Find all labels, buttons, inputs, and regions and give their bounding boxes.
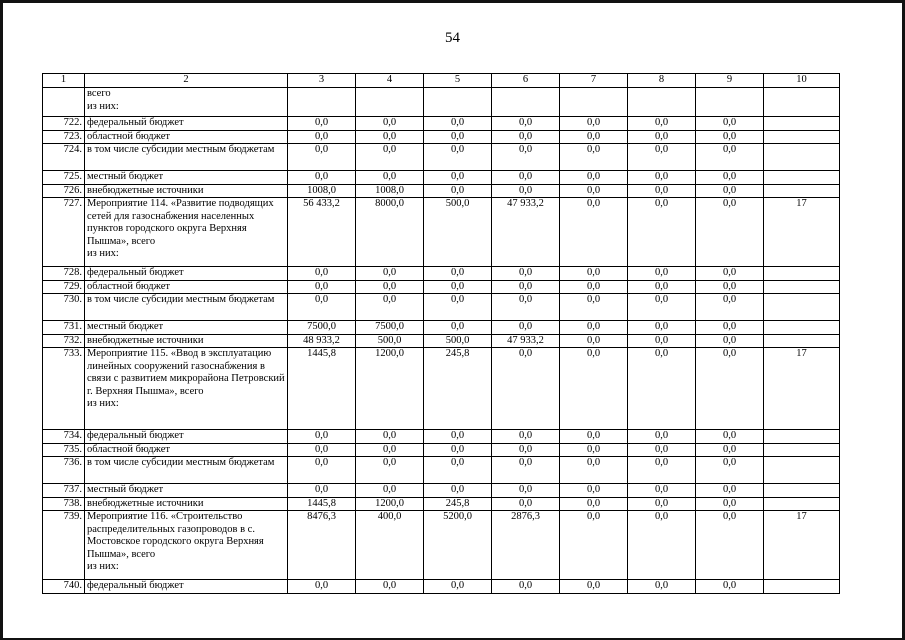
target-index-cell: 17 <box>764 348 840 430</box>
budget-table <box>42 73 840 594</box>
amount-cell: 0,0 <box>628 294 696 321</box>
target-index-cell <box>764 457 840 484</box>
amount-cell: 0,0 <box>696 457 764 484</box>
amount-cell: 0,0 <box>288 457 356 484</box>
row-number-cell: 735. <box>43 443 85 457</box>
row-name-cell: всего из них: <box>85 88 288 117</box>
target-index-cell <box>764 280 840 294</box>
row-number-cell: 726. <box>43 184 85 198</box>
amount-cell: 7500,0 <box>356 321 424 335</box>
amount-cell: 0,0 <box>696 321 764 335</box>
table-row <box>43 198 840 267</box>
target-index-cell <box>764 294 840 321</box>
amount-cell: 0,0 <box>628 484 696 498</box>
target-index-cell <box>764 430 840 444</box>
amount-cell: 0,0 <box>288 144 356 171</box>
amount-cell: 0,0 <box>288 267 356 281</box>
header-cell: 8 <box>628 74 696 88</box>
amount-cell: 0,0 <box>628 280 696 294</box>
amount-cell: 0,0 <box>560 267 628 281</box>
amount-cell: 0,0 <box>492 580 560 594</box>
amount-cell: 0,0 <box>492 144 560 171</box>
amount-cell: 0,0 <box>560 321 628 335</box>
header-row <box>43 74 840 88</box>
amount-cell <box>492 88 560 117</box>
table-row <box>43 457 840 484</box>
header-cell: 7 <box>560 74 628 88</box>
amount-cell: 48 933,2 <box>288 334 356 348</box>
amount-cell: 0,0 <box>424 280 492 294</box>
header-cell: 2 <box>85 74 288 88</box>
row-name-cell: местный бюджет <box>85 484 288 498</box>
row-name-cell: областной бюджет <box>85 280 288 294</box>
amount-cell: 0,0 <box>560 130 628 144</box>
amount-cell: 0,0 <box>288 443 356 457</box>
header-cell: 6 <box>492 74 560 88</box>
amount-cell: 0,0 <box>628 171 696 185</box>
amount-cell: 0,0 <box>628 267 696 281</box>
amount-cell: 0,0 <box>288 484 356 498</box>
amount-cell: 0,0 <box>492 171 560 185</box>
amount-cell: 0,0 <box>424 130 492 144</box>
row-number-cell: 727. <box>43 198 85 267</box>
table-row <box>43 348 840 430</box>
table-row <box>43 280 840 294</box>
amount-cell: 0,0 <box>628 144 696 171</box>
amount-cell: 0,0 <box>356 171 424 185</box>
row-name-cell: Мероприятие 116. «Строительство распределительных газопроводов в с. Мостовское городского округа Верхняя Пышма», всего из них: <box>85 511 288 580</box>
table-row <box>43 484 840 498</box>
amount-cell: 0,0 <box>288 430 356 444</box>
amount-cell: 1445,8 <box>288 497 356 511</box>
amount-cell: 0,0 <box>356 130 424 144</box>
amount-cell: 8476,3 <box>288 511 356 580</box>
amount-cell: 0,0 <box>492 117 560 131</box>
amount-cell: 0,0 <box>560 198 628 267</box>
amount-cell: 0,0 <box>492 443 560 457</box>
header-cell: 4 <box>356 74 424 88</box>
row-name-cell: в том числе субсидии местным бюджетам <box>85 144 288 171</box>
amount-cell <box>560 88 628 117</box>
amount-cell: 0,0 <box>424 484 492 498</box>
amount-cell: 0,0 <box>288 280 356 294</box>
amount-cell: 0,0 <box>560 334 628 348</box>
page-top-edge <box>0 0 905 3</box>
target-index-cell: 17 <box>764 198 840 267</box>
amount-cell <box>696 88 764 117</box>
amount-cell: 1445,8 <box>288 348 356 430</box>
amount-cell: 0,0 <box>288 294 356 321</box>
row-name-cell: внебюджетные источники <box>85 184 288 198</box>
row-number-cell: 737. <box>43 484 85 498</box>
amount-cell: 0,0 <box>492 130 560 144</box>
target-index-cell <box>764 144 840 171</box>
amount-cell: 0,0 <box>356 144 424 171</box>
target-index-cell: 17 <box>764 511 840 580</box>
row-name-cell: в том числе субсидии местным бюджетам <box>85 294 288 321</box>
amount-cell: 500,0 <box>424 334 492 348</box>
table-row <box>43 511 840 580</box>
amount-cell <box>424 88 492 117</box>
target-index-cell <box>764 130 840 144</box>
amount-cell: 0,0 <box>288 130 356 144</box>
amount-cell: 0,0 <box>560 457 628 484</box>
amount-cell: 0,0 <box>424 430 492 444</box>
table-row <box>43 184 840 198</box>
header-cell: 10 <box>764 74 840 88</box>
amount-cell: 0,0 <box>424 144 492 171</box>
page-number: 54 <box>445 30 460 46</box>
amount-cell: 0,0 <box>492 321 560 335</box>
amount-cell: 0,0 <box>628 334 696 348</box>
amount-cell: 0,0 <box>492 484 560 498</box>
row-number-cell: 722. <box>43 117 85 131</box>
amount-cell: 0,0 <box>696 348 764 430</box>
row-number-cell <box>43 88 85 117</box>
amount-cell: 0,0 <box>628 497 696 511</box>
amount-cell: 0,0 <box>628 198 696 267</box>
amount-cell: 0,0 <box>696 443 764 457</box>
amount-cell: 47 933,2 <box>492 334 560 348</box>
amount-cell: 0,0 <box>492 184 560 198</box>
amount-cell: 0,0 <box>628 457 696 484</box>
amount-cell: 0,0 <box>424 267 492 281</box>
amount-cell: 0,0 <box>492 430 560 444</box>
amount-cell: 0,0 <box>560 171 628 185</box>
row-name-cell: внебюджетные источники <box>85 497 288 511</box>
row-number-cell: 739. <box>43 511 85 580</box>
row-name-cell: местный бюджет <box>85 171 288 185</box>
table-body <box>43 88 840 594</box>
amount-cell: 0,0 <box>696 198 764 267</box>
table-row <box>43 144 840 171</box>
row-name-cell: Мероприятие 115. «Ввод в эксплуатацию линейных сооружений газоснабжения в связи с развитием микрорайона Петровский г. Верхняя Пышма», всего из них: <box>85 348 288 430</box>
amount-cell: 0,0 <box>288 580 356 594</box>
row-name-cell: федеральный бюджет <box>85 117 288 131</box>
amount-cell: 0,0 <box>696 184 764 198</box>
row-name-cell: федеральный бюджет <box>85 267 288 281</box>
amount-cell: 0,0 <box>424 580 492 594</box>
header-cell: 3 <box>288 74 356 88</box>
amount-cell: 0,0 <box>356 430 424 444</box>
amount-cell: 0,0 <box>424 321 492 335</box>
header-cell: 1 <box>43 74 85 88</box>
amount-cell: 0,0 <box>288 117 356 131</box>
header-cell: 5 <box>424 74 492 88</box>
amount-cell: 0,0 <box>628 117 696 131</box>
amount-cell: 1008,0 <box>356 184 424 198</box>
amount-cell: 0,0 <box>696 280 764 294</box>
target-index-cell <box>764 88 840 117</box>
amount-cell: 0,0 <box>628 348 696 430</box>
table-row <box>43 88 840 117</box>
header-cell: 9 <box>696 74 764 88</box>
amount-cell: 0,0 <box>492 267 560 281</box>
amount-cell: 0,0 <box>628 443 696 457</box>
amount-cell: 0,0 <box>560 580 628 594</box>
amount-cell: 0,0 <box>356 117 424 131</box>
amount-cell: 0,0 <box>560 184 628 198</box>
amount-cell: 500,0 <box>424 198 492 267</box>
amount-cell: 0,0 <box>560 511 628 580</box>
row-name-cell: Мероприятие 114. «Развитие подводящих сетей для газоснабжения населенных пунктов городского округа Верхняя Пышма», всего из них: <box>85 198 288 267</box>
row-number-cell: 734. <box>43 430 85 444</box>
amount-cell: 1200,0 <box>356 497 424 511</box>
table-row <box>43 443 840 457</box>
amount-cell: 0,0 <box>492 348 560 430</box>
target-index-cell <box>764 184 840 198</box>
amount-cell: 0,0 <box>560 294 628 321</box>
amount-cell: 0,0 <box>560 443 628 457</box>
row-name-cell: федеральный бюджет <box>85 580 288 594</box>
amount-cell: 0,0 <box>696 334 764 348</box>
table-row <box>43 267 840 281</box>
row-name-cell: областной бюджет <box>85 443 288 457</box>
amount-cell: 0,0 <box>424 117 492 131</box>
row-number-cell: 733. <box>43 348 85 430</box>
table-row <box>43 117 840 131</box>
target-index-cell <box>764 334 840 348</box>
row-number-cell: 730. <box>43 294 85 321</box>
amount-cell: 0,0 <box>628 184 696 198</box>
amount-cell: 0,0 <box>696 430 764 444</box>
amount-cell <box>628 88 696 117</box>
amount-cell: 0,0 <box>424 184 492 198</box>
row-number-cell: 729. <box>43 280 85 294</box>
amount-cell <box>356 88 424 117</box>
amount-cell: 245,8 <box>424 497 492 511</box>
target-index-cell <box>764 117 840 131</box>
target-index-cell <box>764 580 840 594</box>
amount-cell: 400,0 <box>356 511 424 580</box>
row-name-cell: в том числе субсидии местным бюджетам <box>85 457 288 484</box>
amount-cell: 245,8 <box>424 348 492 430</box>
row-number-cell: 738. <box>43 497 85 511</box>
row-number-cell: 723. <box>43 130 85 144</box>
amount-cell: 0,0 <box>356 280 424 294</box>
table-row <box>43 294 840 321</box>
amount-cell: 0,0 <box>288 171 356 185</box>
row-number-cell: 736. <box>43 457 85 484</box>
amount-cell: 500,0 <box>356 334 424 348</box>
row-number-cell: 728. <box>43 267 85 281</box>
amount-cell: 0,0 <box>356 267 424 281</box>
amount-cell: 0,0 <box>492 497 560 511</box>
amount-cell: 0,0 <box>696 144 764 171</box>
target-index-cell <box>764 267 840 281</box>
row-name-cell: областной бюджет <box>85 130 288 144</box>
amount-cell: 0,0 <box>424 294 492 321</box>
amount-cell: 56 433,2 <box>288 198 356 267</box>
amount-cell: 7500,0 <box>288 321 356 335</box>
row-number-cell: 740. <box>43 580 85 594</box>
amount-cell: 0,0 <box>628 580 696 594</box>
target-index-cell <box>764 497 840 511</box>
amount-cell: 0,0 <box>560 430 628 444</box>
target-index-cell <box>764 321 840 335</box>
amount-cell: 0,0 <box>628 321 696 335</box>
amount-cell: 0,0 <box>560 144 628 171</box>
amount-cell: 0,0 <box>560 117 628 131</box>
table-row <box>43 580 840 594</box>
amount-cell: 0,0 <box>560 280 628 294</box>
amount-cell: 0,0 <box>356 484 424 498</box>
page-left-edge <box>0 0 3 640</box>
amount-cell: 0,0 <box>424 457 492 484</box>
row-name-cell: внебюджетные источники <box>85 334 288 348</box>
amount-cell: 0,0 <box>560 348 628 430</box>
table-row <box>43 171 840 185</box>
amount-cell <box>288 88 356 117</box>
amount-cell: 5200,0 <box>424 511 492 580</box>
amount-cell: 0,0 <box>628 130 696 144</box>
target-index-cell <box>764 443 840 457</box>
amount-cell: 0,0 <box>560 484 628 498</box>
row-name-cell: федеральный бюджет <box>85 430 288 444</box>
amount-cell: 0,0 <box>356 443 424 457</box>
table-row <box>43 430 840 444</box>
amount-cell: 0,0 <box>696 117 764 131</box>
amount-cell: 0,0 <box>696 484 764 498</box>
table-row <box>43 497 840 511</box>
amount-cell: 0,0 <box>696 267 764 281</box>
amount-cell: 0,0 <box>424 443 492 457</box>
row-number-cell: 731. <box>43 321 85 335</box>
amount-cell: 0,0 <box>424 171 492 185</box>
amount-cell: 0,0 <box>492 294 560 321</box>
amount-cell: 1008,0 <box>288 184 356 198</box>
amount-cell: 0,0 <box>628 511 696 580</box>
target-index-cell <box>764 171 840 185</box>
amount-cell: 0,0 <box>696 130 764 144</box>
amount-cell: 0,0 <box>492 457 560 484</box>
table-row <box>43 130 840 144</box>
row-number-cell: 725. <box>43 171 85 185</box>
amount-cell: 0,0 <box>696 511 764 580</box>
row-number-cell: 732. <box>43 334 85 348</box>
amount-cell: 0,0 <box>628 430 696 444</box>
table-row <box>43 334 840 348</box>
amount-cell: 47 933,2 <box>492 198 560 267</box>
amount-cell: 0,0 <box>356 294 424 321</box>
amount-cell: 1200,0 <box>356 348 424 430</box>
amount-cell: 0,0 <box>696 497 764 511</box>
amount-cell: 0,0 <box>356 457 424 484</box>
target-index-cell <box>764 484 840 498</box>
table-row <box>43 321 840 335</box>
row-number-cell: 724. <box>43 144 85 171</box>
row-name-cell: местный бюджет <box>85 321 288 335</box>
amount-cell: 0,0 <box>492 280 560 294</box>
amount-cell: 0,0 <box>356 580 424 594</box>
amount-cell: 0,0 <box>560 497 628 511</box>
amount-cell: 8000,0 <box>356 198 424 267</box>
amount-cell: 0,0 <box>696 171 764 185</box>
amount-cell: 0,0 <box>696 294 764 321</box>
amount-cell: 2876,3 <box>492 511 560 580</box>
amount-cell: 0,0 <box>696 580 764 594</box>
